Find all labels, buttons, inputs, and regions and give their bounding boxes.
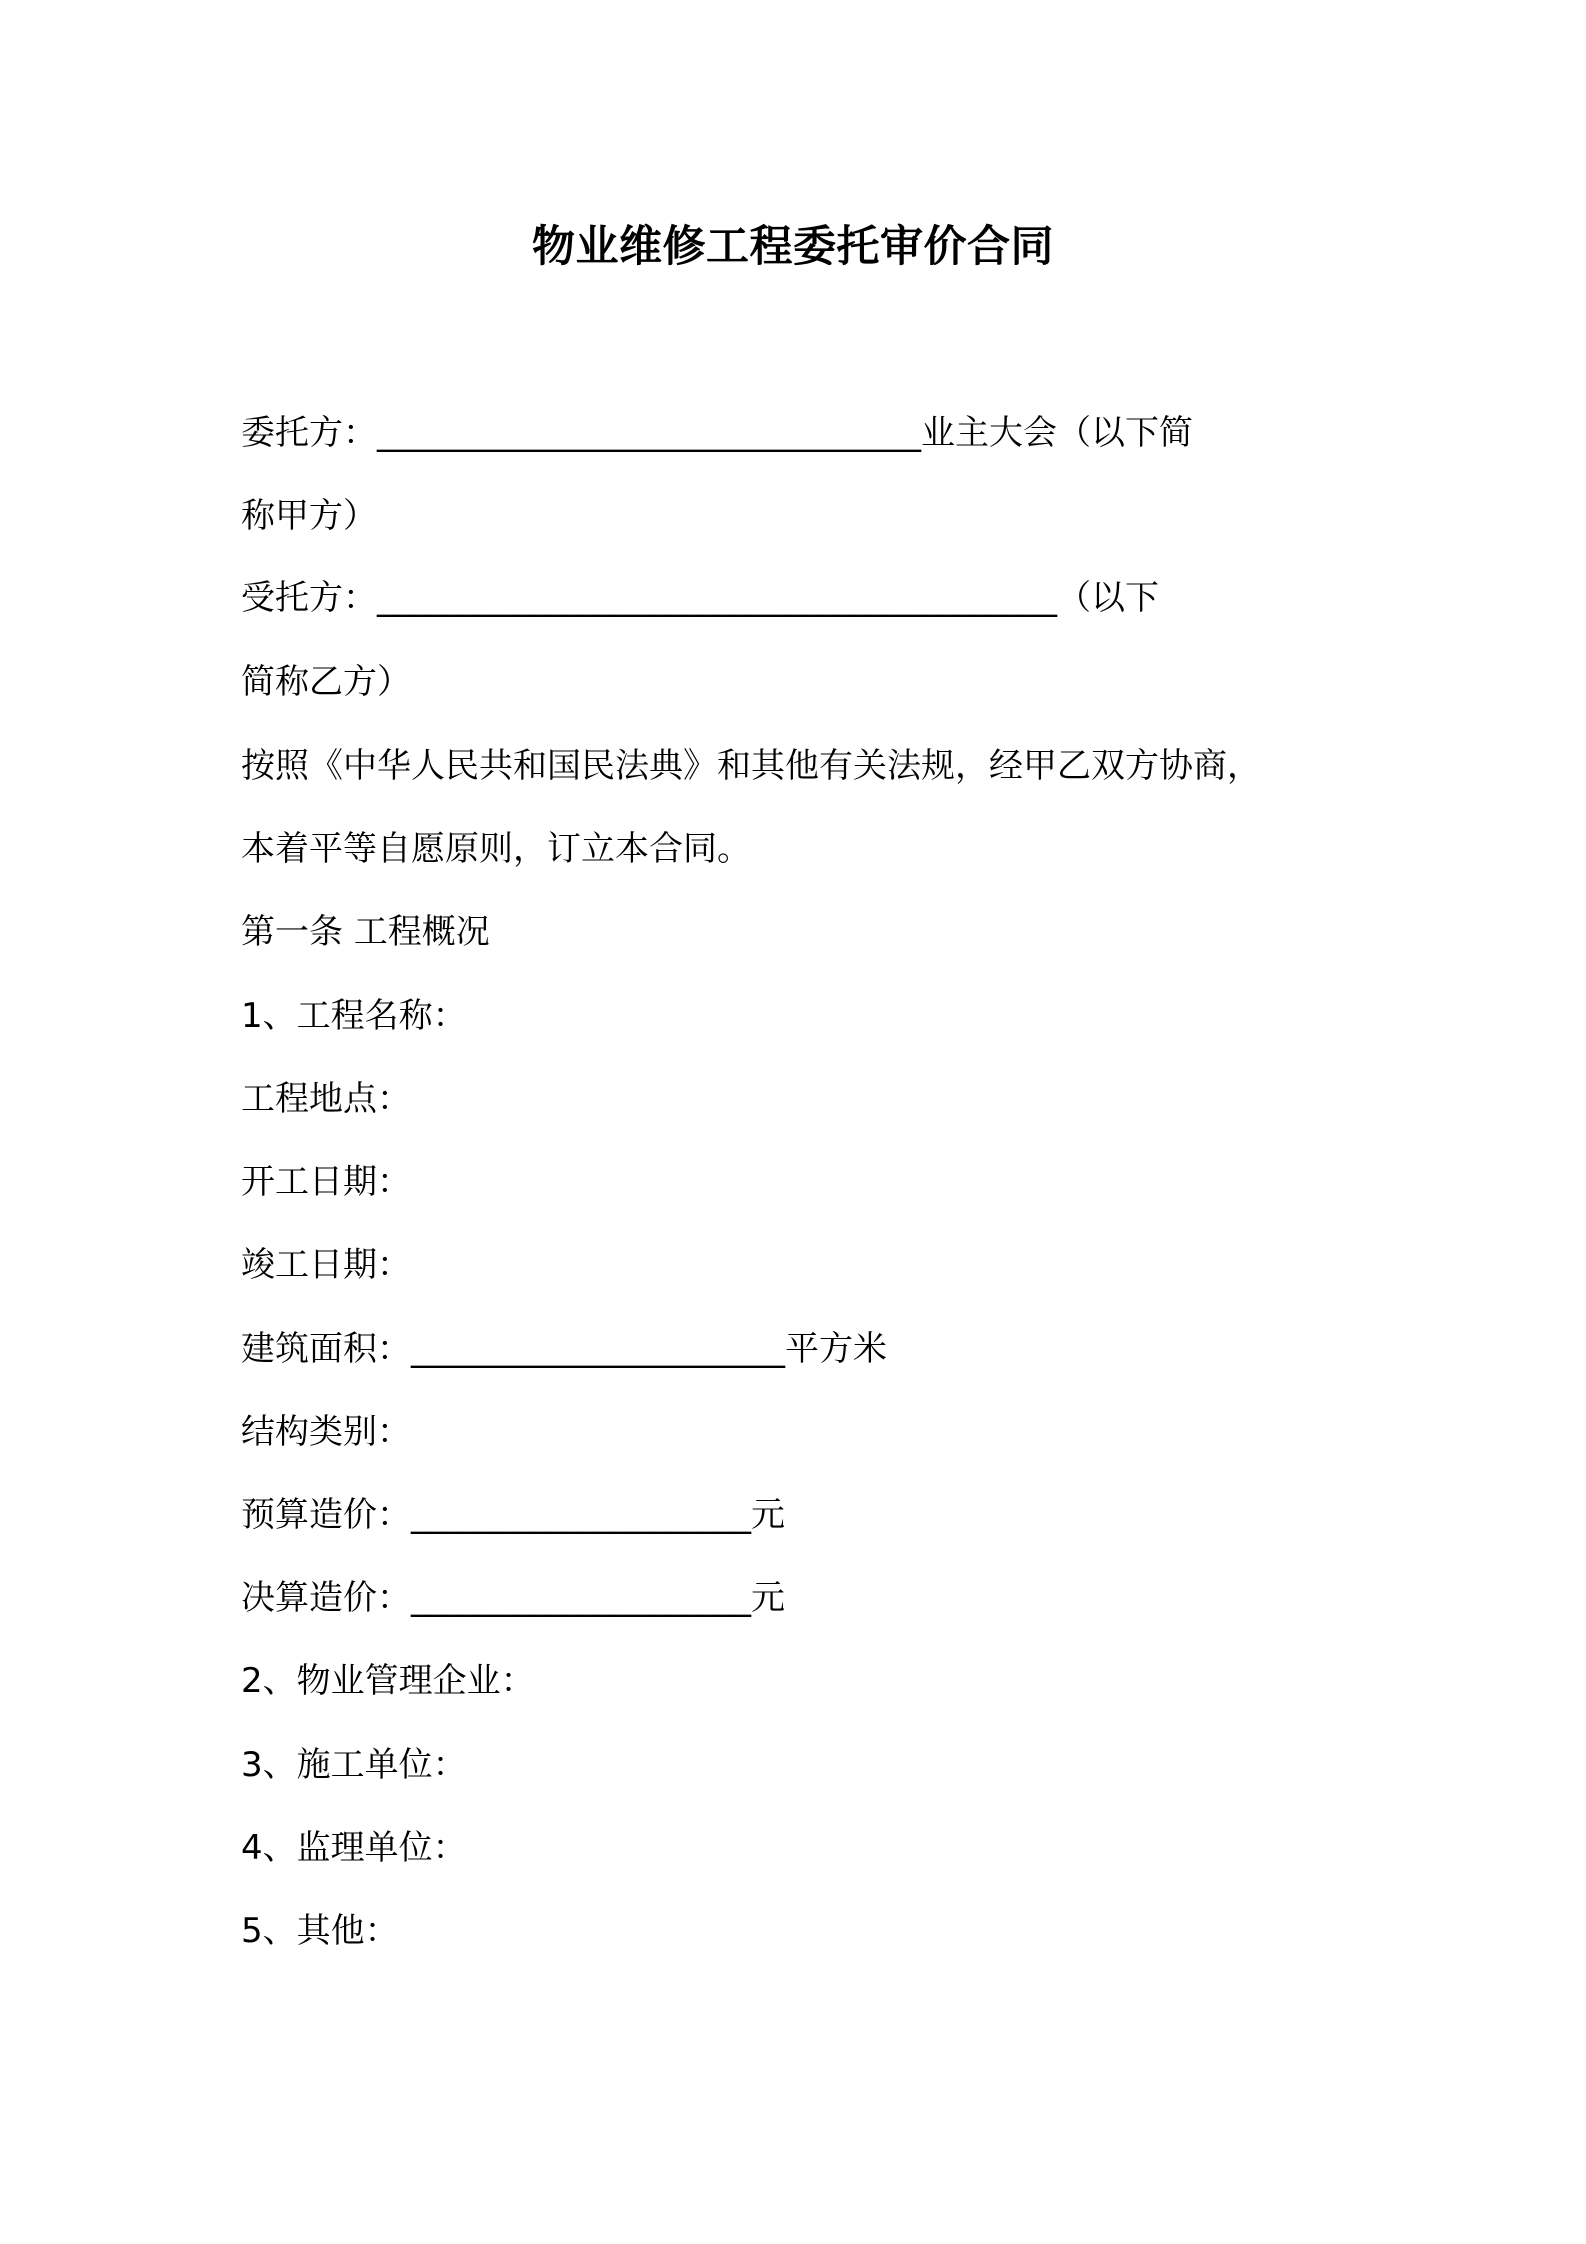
text-line-completion-date: 竣工日期： bbox=[241, 1245, 411, 1285]
text-line-structure-type: 结构类别： bbox=[241, 1412, 411, 1452]
article-heading: 第一条 工程概况 bbox=[241, 912, 490, 952]
text-line-preamble-cont: 本着平等自愿原则，订立本合同。 bbox=[241, 829, 751, 869]
text-line-client-cont: 称甲方） bbox=[241, 496, 377, 536]
text-line-other: 5、其他： bbox=[241, 1911, 399, 1951]
text-line-budget-cost: 预算造价：____________________元 bbox=[241, 1495, 785, 1535]
document-title: 物业维修工程委托审价合同 bbox=[532, 222, 1054, 272]
text-line-start-date: 开工日期： bbox=[241, 1162, 411, 1202]
text-line-preamble: 按照《中华人民共和国民法典》和其他有关法规，经甲乙双方协商， bbox=[241, 746, 1261, 786]
text-line-contractor-cont: 简称乙方） bbox=[241, 662, 411, 702]
text-line-client: 委托方：________________________________业主大会（以下简 bbox=[241, 413, 1193, 453]
text-line-building-area: 建筑面积：______________________平方米 bbox=[241, 1329, 887, 1369]
text-line-project-name: 1、工程名称： bbox=[241, 996, 467, 1036]
text-line-property-company: 2、物业管理企业： bbox=[241, 1661, 535, 1701]
text-line-contractor: 受托方：________________________________________（以下 bbox=[241, 578, 1159, 618]
text-line-supervision-unit: 4、监理单位： bbox=[241, 1828, 467, 1868]
text-line-project-location: 工程地点： bbox=[241, 1079, 411, 1119]
text-line-final-cost: 决算造价：____________________元 bbox=[241, 1578, 785, 1618]
text-line-construction-unit: 3、施工单位： bbox=[241, 1745, 467, 1785]
